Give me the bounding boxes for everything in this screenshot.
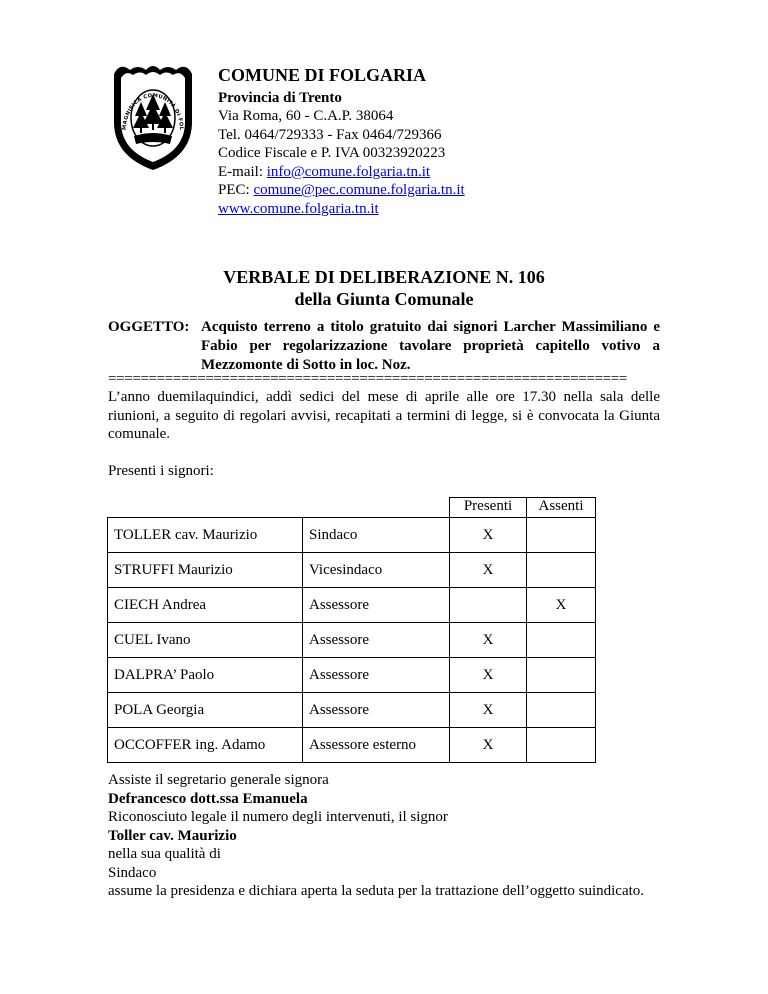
document-title (0, 266, 768, 310)
member-name: TOLLER cav. Maurizio (108, 518, 303, 553)
comune-crest-logo (110, 60, 196, 172)
member-role: Assessore (303, 693, 450, 728)
separator-line: ================================================================ (108, 371, 628, 387)
letterhead (218, 66, 465, 218)
member-role: Assessore (303, 623, 450, 658)
closing-paragraph (108, 771, 660, 901)
member-name: DALPRA’ Paolo (108, 658, 303, 693)
table-row (108, 553, 596, 588)
email-label: E-mail: (218, 163, 267, 180)
member-assente (527, 728, 596, 763)
member-name: POLA Georgia (108, 693, 303, 728)
member-presente (450, 588, 527, 623)
email-line (218, 163, 465, 182)
col-assenti-header: Assenti (527, 498, 596, 518)
member-assente (527, 553, 596, 588)
closing-line: Riconosciuto legale il numero degli intervenuti, il signor (108, 809, 448, 825)
president-role: Sindaco (108, 864, 157, 881)
attendance-table (107, 497, 596, 763)
title-line-2: della Giunta Comunale (294, 289, 474, 309)
intro-paragraph: L’anno duemilaquindici, addì sedici del mese di aprile alle ore 17.30 nella sala delle riunioni, a seguito di regolari avvisi, recapitati a termini di legge, si è convocata la Giunta comunale. (108, 389, 660, 442)
closing-line: nella sua qualità di (108, 846, 221, 862)
member-role: Assessore esterno (303, 728, 450, 763)
member-role: Assessore (303, 658, 450, 693)
pec-link[interactable]: comune@pec.comune.folgaria.tn.it (253, 182, 465, 198)
member-assente (527, 693, 596, 728)
member-role: Vicesindaco (303, 553, 450, 588)
member-presente: X (450, 518, 527, 553)
member-presente: X (450, 623, 527, 658)
attendance-header-row (108, 498, 596, 518)
member-assente (527, 518, 596, 553)
presenti-intro: Presenti i signori: (108, 463, 214, 479)
member-presente: X (450, 553, 527, 588)
address: Via Roma, 60 - C.A.P. 38064 (218, 108, 394, 124)
pec-label: PEC: (218, 182, 254, 198)
member-presente: X (450, 658, 527, 693)
closing-line: assume la presidenza e dichiara aperta la seduta per la trattazione dell’oggetto suindicato. (108, 883, 645, 899)
member-assente (527, 658, 596, 693)
title-line-1: VERBALE DI DELIBERAZIONE N. 106 (223, 267, 545, 287)
crest-motto: MAGNIFICA COMUNITÀ DI FOL (121, 92, 185, 131)
member-assente (527, 623, 596, 658)
province: Provincia di Trento (218, 89, 342, 106)
member-role: Sindaco (303, 518, 450, 553)
col-presenti-header: Presenti (450, 498, 527, 518)
fiscal-code: Codice Fiscale e P. IVA 00323920223 (218, 145, 446, 161)
crest-shield-icon (110, 60, 196, 172)
website-link[interactable]: www.comune.folgaria.tn.it (218, 200, 379, 217)
table-row (108, 658, 596, 693)
comune-name: COMUNE DI FOLGARIA (218, 65, 427, 85)
member-presente: X (450, 693, 527, 728)
pec-line (218, 181, 465, 200)
email-link[interactable]: info@comune.folgaria.tn.it (266, 163, 431, 180)
table-row (108, 693, 596, 728)
member-presente: X (450, 728, 527, 763)
table-row (108, 588, 596, 623)
member-name: OCCOFFER ing. Adamo (108, 728, 303, 763)
member-name: STRUFFI Maurizio (108, 553, 303, 588)
member-name: CIECH Andrea (108, 588, 303, 623)
website-line (218, 200, 465, 219)
president-name: Toller cav. Maurizio (108, 827, 237, 844)
secretary-name: Defrancesco dott.ssa Emanuela (108, 790, 308, 807)
member-role: Assessore (303, 588, 450, 623)
member-name: CUEL Ivano (108, 623, 303, 658)
table-row (108, 623, 596, 658)
member-assente: X (527, 588, 596, 623)
phone-fax: Tel. 0464/729333 - Fax 0464/729366 (218, 126, 442, 143)
oggetto-label: OGGETTO: (108, 319, 190, 335)
closing-line: Assiste il segretario generale signora (108, 772, 329, 788)
oggetto-text: Acquisto terreno a titolo gratuito dai signori Larcher Massimiliano e Fabio per regolarizzazione tavolare proprietà capitello votivo a Mezzomonte di Sotto in loc. Noz. (201, 319, 660, 373)
table-row (108, 518, 596, 553)
table-row (108, 728, 596, 763)
